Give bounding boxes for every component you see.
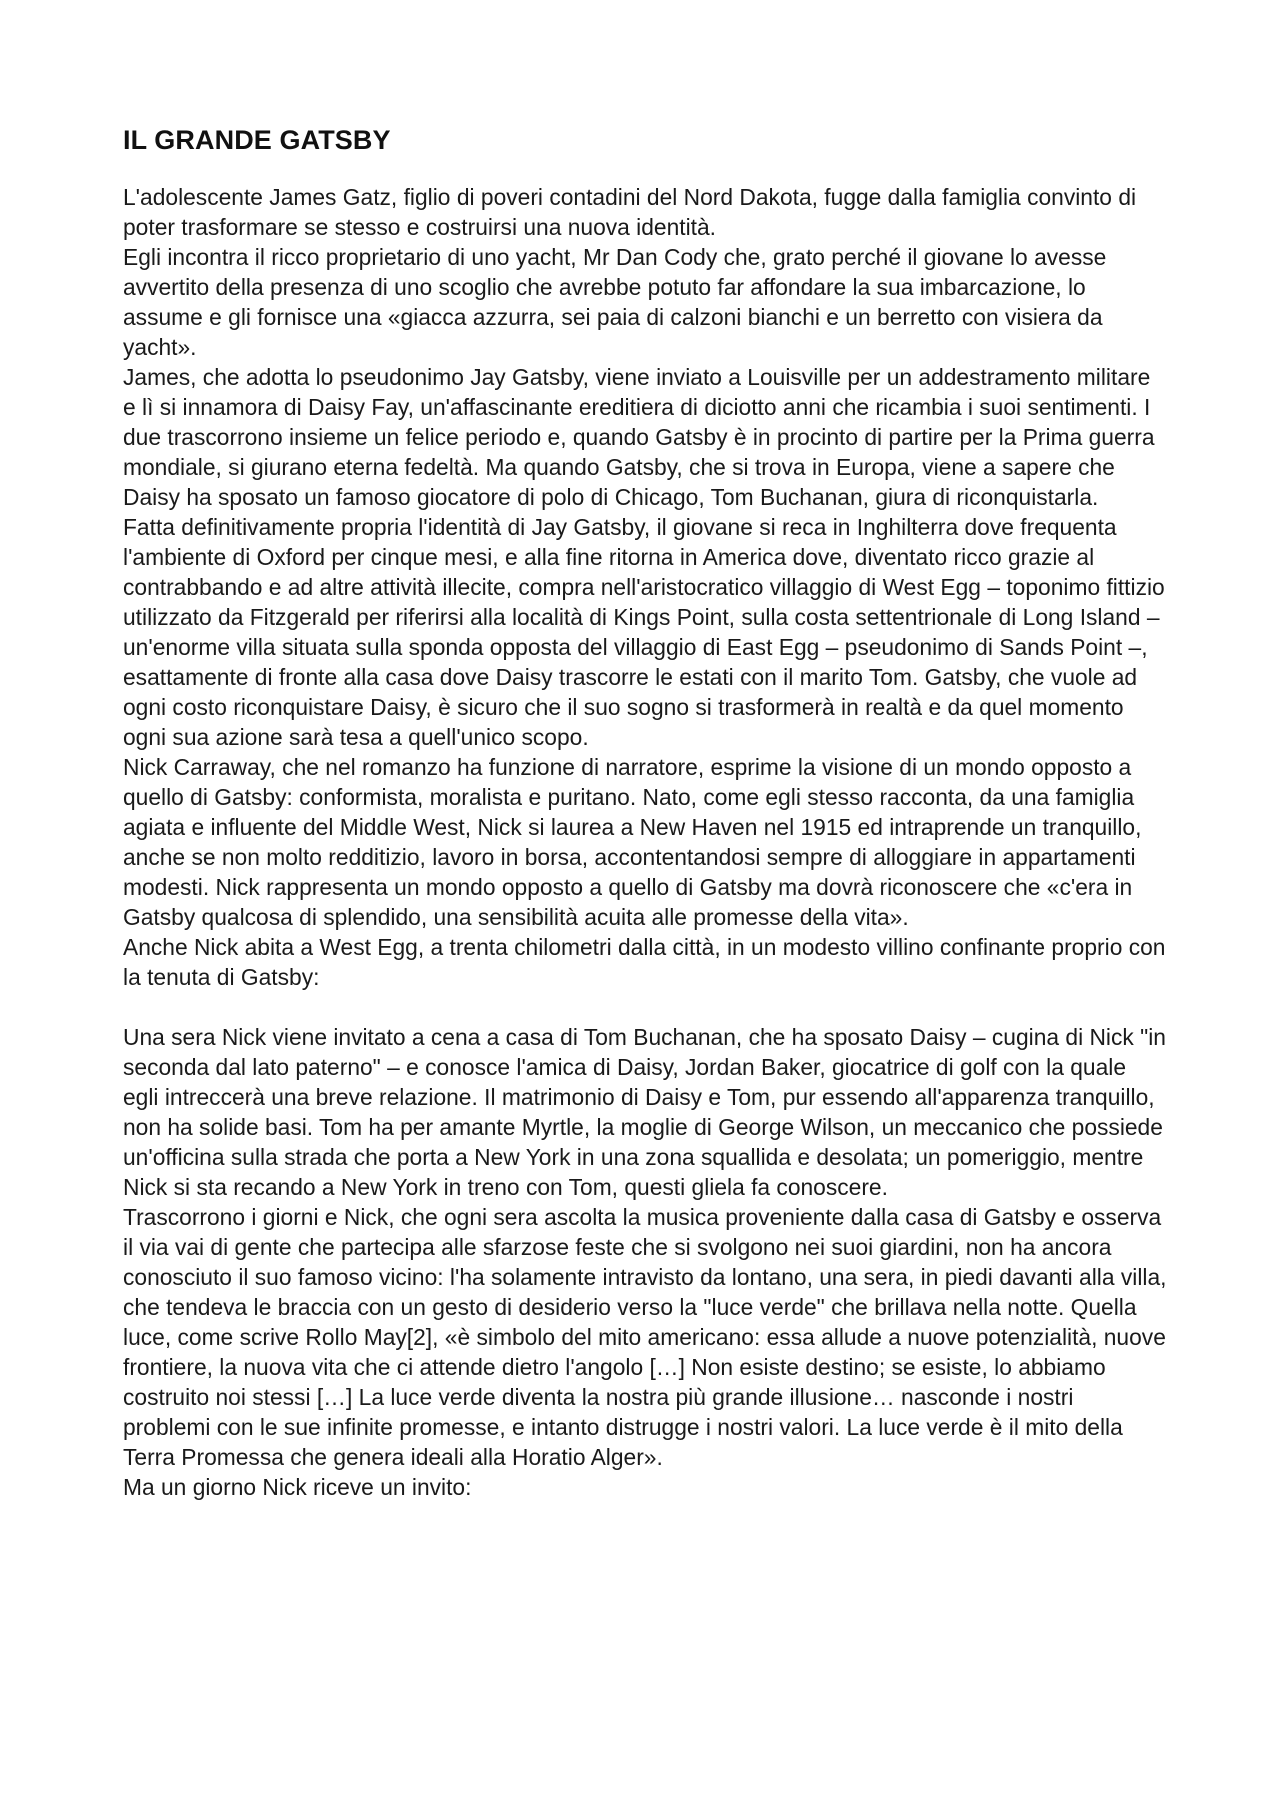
paragraph-dinner-buchanan: Una sera Nick viene invitato a cena a casa di Tom Buchanan, che ha sposato Daisy – cugina di Nick "in seconda dal lato paterno" – e conosce l'amica di Daisy, Jordan Baker, giocatrice di golf con la quale egli intreccerà una breve relazione. Il matrimonio di Daisy e Tom, pur essendo all'apparenza tranquillo, non ha solide basi. Tom ha per amante Myrtle, la moglie di George Wilson, un meccanico che possiede un'officina sulla strada che porta a New York in una zona squallida e desolata; un pomeriggio, mentre Nick si sta recando a New York in treno con Tom, questi gliela fa conoscere. (123, 1024, 1166, 1200)
paragraph-west-egg-villa: Fatta definitivamente propria l'identità di Jay Gatsby, il giovane si reca in Inghilterra dove frequenta l'ambiente di Oxford per cinque mesi, e alla fine ritorna in America dove, diventato ricco grazie al contrabbando e ad altre attività illecite, compra nell'aristocratico villaggio di West Egg – toponimo fittizio utilizzato da Fitzgerald per riferirsi alla località di Kings Point, sulla costa settentrionale di Long Island – un'enorme villa situata sulla sponda opposta del villaggio di East Egg – pseudonimo di Sands Point –, esattamente di fronte alla casa dove Daisy trascorre le estati con il marito Tom. Gatsby, che vuole ad ogni costo riconquistare Daisy, è sicuro che il suo sogno si trasformerà in realtà e da quel momento ogni sua azione sarà tesa a quell'unico scopo. (123, 514, 1165, 750)
paragraph-louisville-daisy: James, che adotta lo pseudonimo Jay Gatsby, viene inviato a Louisville per un addestramento militare e lì si innamora di Daisy Fay, un'affascinante ereditiera di diciotto anni che ricambia i suoi sentimenti. I due trascorrono insieme un felice periodo e, quando Gatsby è in procinto di partire per la Prima guerra mondiale, si giurano eterna fedeltà. Ma quando Gatsby, che si trova in Europa, viene a sapere che Daisy ha sposato un famoso giocatore di polo di Chicago, Tom Buchanan, giura di riconquistarla. (123, 364, 1155, 510)
paragraph-green-light: Trascorrono i giorni e Nick, che ogni sera ascolta la musica proveniente dalla casa di Gatsby e osserva il via vai di gente che partecipa alle sfarzose feste che si svolgono nei suoi giardini, non ha ancora conosciuto il suo famoso vicino: l'ha solamente intravisto da lontano, una sera, in piedi davanti alla villa, che tendeva le braccia con un gesto di desiderio verso la "luce verde" che brillava nella notte. Quella luce, come scrive Rollo May[2], «è simbolo del mito americano: essa allude a nuove potenzialità, nuove frontiere, la nuova vita che ci attende dietro l'angolo […] Non esiste destino; se esiste, lo abbiamo costruito noi stessi […] La luce verde diventa la nostra più grande illusione… nasconde i nostri problemi con le sue infinite promesse, e intanto distrugge i nostri valori. La luce verde è il mito della Terra Promessa che genera ideali alla Horatio Alger». (123, 1204, 1167, 1470)
document-body (123, 122, 1167, 1502)
paragraph-gatz-origins: L'adolescente James Gatz, figlio di poveri contadini del Nord Dakota, fugge dalla famiglia convinto di poter trasformare se stesso e costruirsi una nuova identità. (123, 184, 1137, 240)
paragraph-invitation: Ma un giorno Nick riceve un invito: (123, 1474, 472, 1500)
paragraph-nick-west-egg: Anche Nick abita a West Egg, a trenta chilometri dalla città, in un modesto villino confinante proprio con la tenuta di Gatsby: (123, 934, 1166, 990)
document-title: IL GRANDE GATSBY (123, 125, 391, 155)
paragraph-nick-carraway: Nick Carraway, che nel romanzo ha funzione di narratore, esprime la visione di un mondo opposto a quello di Gatsby: conformista, moralista e puritano. Nato, come egli stesso racconta, da una famiglia agiata e influente del Middle West, Nick si laurea a New Haven nel 1915 ed intraprende un tranquillo, anche se non molto redditizio, lavoro in borsa, accontentandosi sempre di alloggiare in appartamenti modesti. Nick rappresenta un mondo opposto a quello di Gatsby ma dovrà riconoscere che «c'era in Gatsby qualcosa di splendido, una sensibilità acuita alle promesse della vita». (123, 754, 1142, 930)
paragraph-gap (123, 992, 1167, 1022)
paragraph-dan-cody: Egli incontra il ricco proprietario di uno yacht, Mr Dan Cody che, grato perché il giovane lo avesse avvertito della presenza di uno scoglio che avrebbe potuto far affondare la sua imbarcazione, lo assume e gli fornisce una «giacca azzurra, sei paia di calzoni bianchi e un berretto con visiera da yacht». (123, 244, 1107, 360)
